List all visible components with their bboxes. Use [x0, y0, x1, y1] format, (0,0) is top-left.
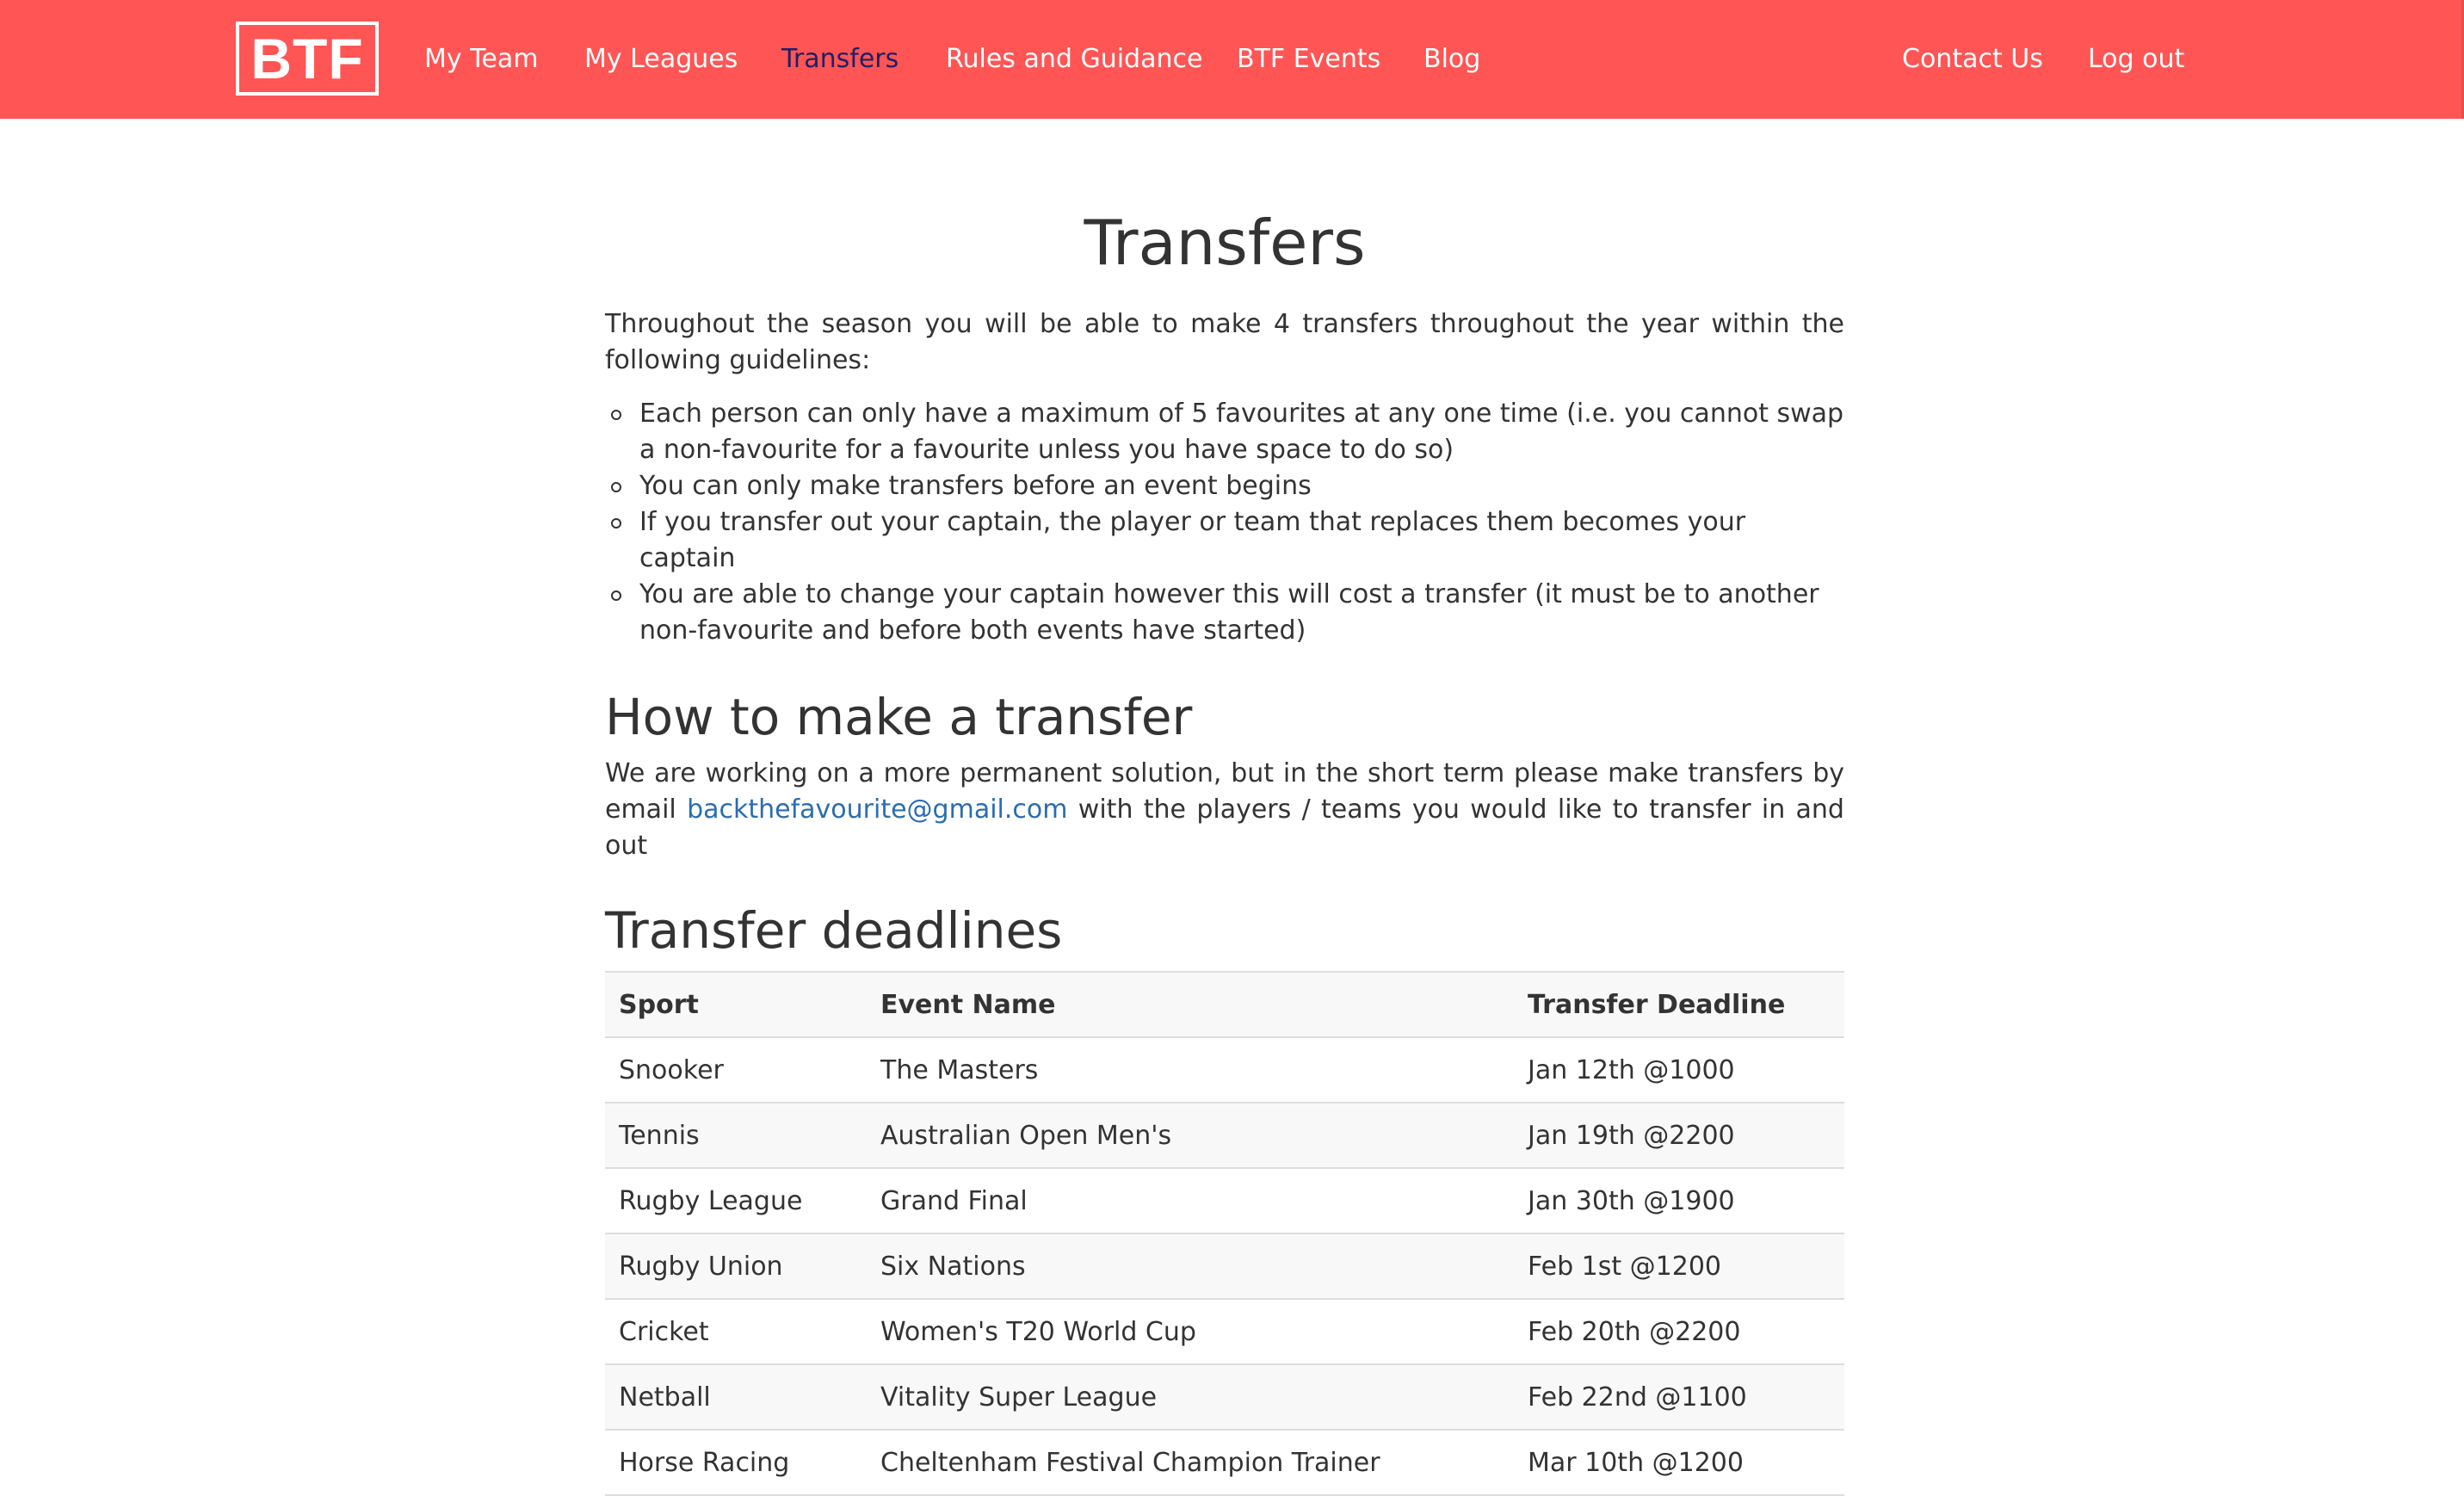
cell-event-name: The Masters — [867, 1037, 1514, 1103]
cell-event-name: Cheltenham Festival Champion Trainer — [867, 1430, 1514, 1495]
nav-log-out[interactable]: Log out — [2088, 44, 2185, 74]
cell-deadline: Mar 10th @1200 — [1514, 1430, 1844, 1495]
brand-logo[interactable]: BTF — [236, 22, 379, 96]
table-header-row — [605, 972, 1844, 1037]
table-row — [605, 1037, 1844, 1103]
top-navbar — [0, 0, 2464, 119]
rule-item: You can only make transfers before an event begins — [639, 468, 1844, 504]
cell-deadline: Feb 22nd @1100 — [1514, 1364, 1844, 1430]
how-to-transfer-text — [605, 756, 1844, 864]
page-title: Transfers — [1084, 207, 1366, 279]
nav-rules-and-guidance[interactable]: Rules and Guidance — [946, 44, 1203, 74]
table-row — [605, 1430, 1844, 1495]
table-row — [605, 1103, 1844, 1168]
cell-sport: Tennis — [605, 1103, 867, 1168]
cell-event-name: Women's T20 World Cup — [867, 1299, 1514, 1364]
rule-item: If you transfer out your captain, the player or team that replaces them becomes your captain — [639, 504, 1844, 577]
nav-contact-us[interactable]: Contact Us — [1902, 44, 2043, 74]
cell-deadline: Feb 1st @1200 — [1514, 1233, 1844, 1299]
cell-deadline: Feb 20th @2200 — [1514, 1299, 1844, 1364]
header-sport: Sport — [605, 972, 867, 1037]
cell-event-name: Vitality Super League — [867, 1364, 1514, 1430]
cell-event-name: Australian Open Men's — [867, 1103, 1514, 1168]
cell-deadline: Jan 30th @1900 — [1514, 1168, 1844, 1233]
cell-sport: Cricket — [605, 1299, 867, 1364]
cell-deadline: Jan 12th @1000 — [1514, 1037, 1844, 1103]
nav-my-leagues[interactable]: My Leagues — [584, 44, 738, 74]
intro-text: Throughout the season you will be able to make 4 transfers throughout the year within the following guidelines: — [605, 309, 1844, 375]
how-text-before: We are working on a more permanent solution, but in the short term please make transfers by email — [605, 758, 1844, 825]
cell-sport: Netball — [605, 1364, 867, 1430]
cell-sport: Rugby Union — [605, 1233, 867, 1299]
how-to-transfer-heading: How to make a transfer — [605, 688, 1193, 746]
transfer-deadlines-table — [605, 971, 1844, 1496]
nav-my-team[interactable]: My Team — [424, 44, 539, 74]
cell-sport: Snooker — [605, 1037, 867, 1103]
cell-deadline: Jan 19th @2200 — [1514, 1103, 1844, 1168]
email-link[interactable]: backthefavourite@gmail.com — [687, 794, 1068, 825]
transfer-rules-list — [605, 396, 1844, 649]
header-event-name: Event Name — [867, 972, 1514, 1037]
rule-item: Each person can only have a maximum of 5 favourites at any one time (i.e. you cannot swap a non-favourite for a favourite unless you have space to do so) — [639, 396, 1844, 468]
table-row — [605, 1364, 1844, 1430]
how-text-after: with the players / teams you would like to transfer in and out — [605, 794, 1844, 861]
cell-sport: Horse Racing — [605, 1430, 867, 1495]
table-row — [605, 1299, 1844, 1364]
cell-event-name: Six Nations — [867, 1233, 1514, 1299]
nav-btf-events[interactable]: BTF Events — [1237, 44, 1381, 74]
nav-blog[interactable]: Blog — [1423, 44, 1481, 74]
main-content — [605, 306, 1844, 1496]
table-row — [605, 1168, 1844, 1233]
table-row — [605, 1233, 1844, 1299]
rule-item: You are able to change your captain however this will cost a transfer (it must be to another non-favourite and before both events have started) — [639, 577, 1844, 649]
header-transfer-deadline: Transfer Deadline — [1514, 972, 1844, 1037]
cell-sport: Rugby League — [605, 1168, 867, 1233]
cell-event-name: Grand Final — [867, 1168, 1514, 1233]
nav-transfers[interactable]: Transfers — [781, 44, 899, 74]
transfer-deadlines-heading: Transfer deadlines — [605, 901, 1063, 960]
